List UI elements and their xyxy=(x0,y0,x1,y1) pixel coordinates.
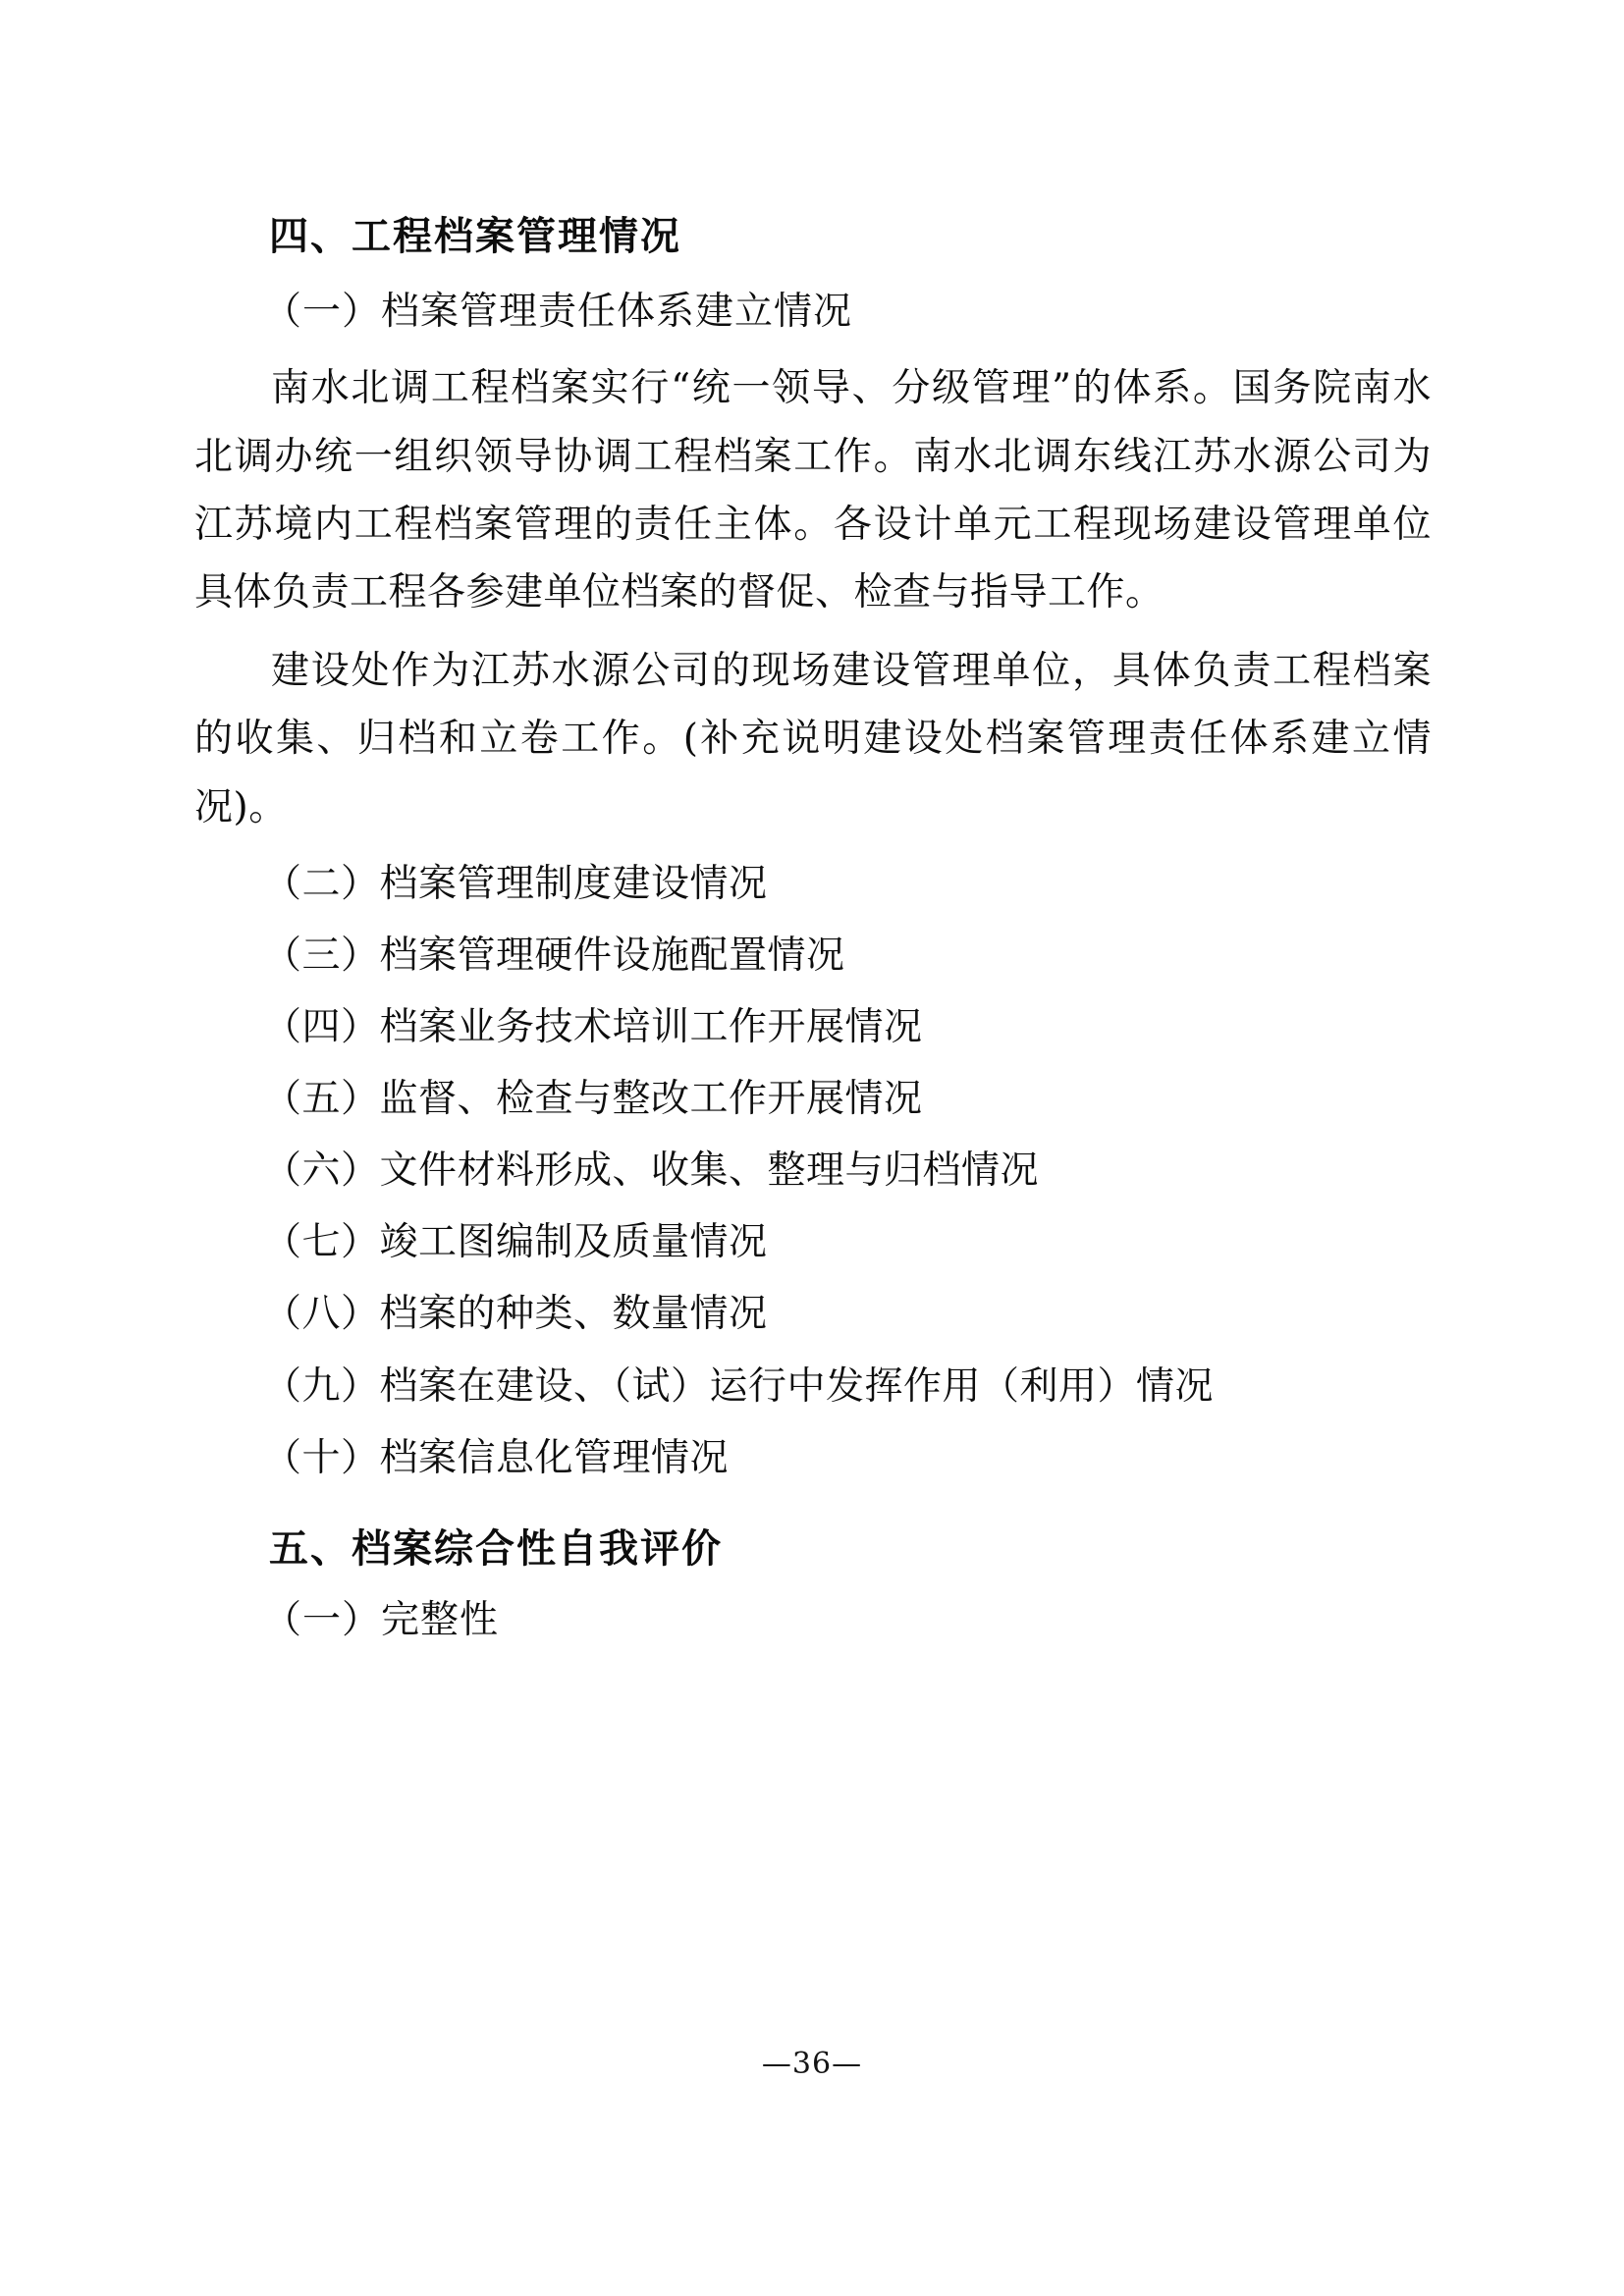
list-item: （十）档案信息化管理情况 xyxy=(263,1435,730,1480)
list-item: （九）档案在建设、（试）运行中发挥作用（利用）情况 xyxy=(263,1363,1215,1409)
list-item: （二）档案管理制度建设情况 xyxy=(263,862,768,907)
subsection-heading-completeness: （一）完整性 xyxy=(263,1597,500,1642)
list-item: （七）竣工图编制及质量情况 xyxy=(263,1220,768,1265)
list-item: （三）档案管理硬件设施配置情况 xyxy=(263,934,845,979)
paragraph-construction-office: 建设处作为江苏水源公司的现场建设管理单位，具体负责工程档案的收集、归档和立卷工作。(补充说明建设处档案管理责任体系建立情况)。 xyxy=(194,648,1432,829)
section-heading-four: 四、工程档案管理情况 xyxy=(269,214,681,259)
paragraph-responsibility-system: 南水北调工程档案实行“统一领导、分级管理”的体系。国务院南水北调办统一组织领导协调工程档案工作。南水北调东线江苏水源公司为江苏境内工程档案管理的责任主体。各设计单元工程现场建设管理单位具体负责工程各参建单位档案的督促、检查与指导工作。 xyxy=(194,366,1432,615)
page-number: —36— xyxy=(761,2047,863,2081)
list-item: （六）文件材料形成、收集、整理与归档情况 xyxy=(263,1148,1040,1194)
subsection-heading-one: （一）档案管理责任体系建立情况 xyxy=(263,290,853,334)
document-body xyxy=(194,206,1432,1663)
list-item: （八）档案的种类、数量情况 xyxy=(263,1292,768,1337)
list-item: （五）监督、检查与整改工作开展情况 xyxy=(263,1077,923,1122)
section-heading-five: 五、档案综合性自我评价 xyxy=(269,1525,723,1572)
list-item: （四）档案业务技术培训工作开展情况 xyxy=(263,1005,923,1050)
subsection-list xyxy=(194,851,1432,1491)
